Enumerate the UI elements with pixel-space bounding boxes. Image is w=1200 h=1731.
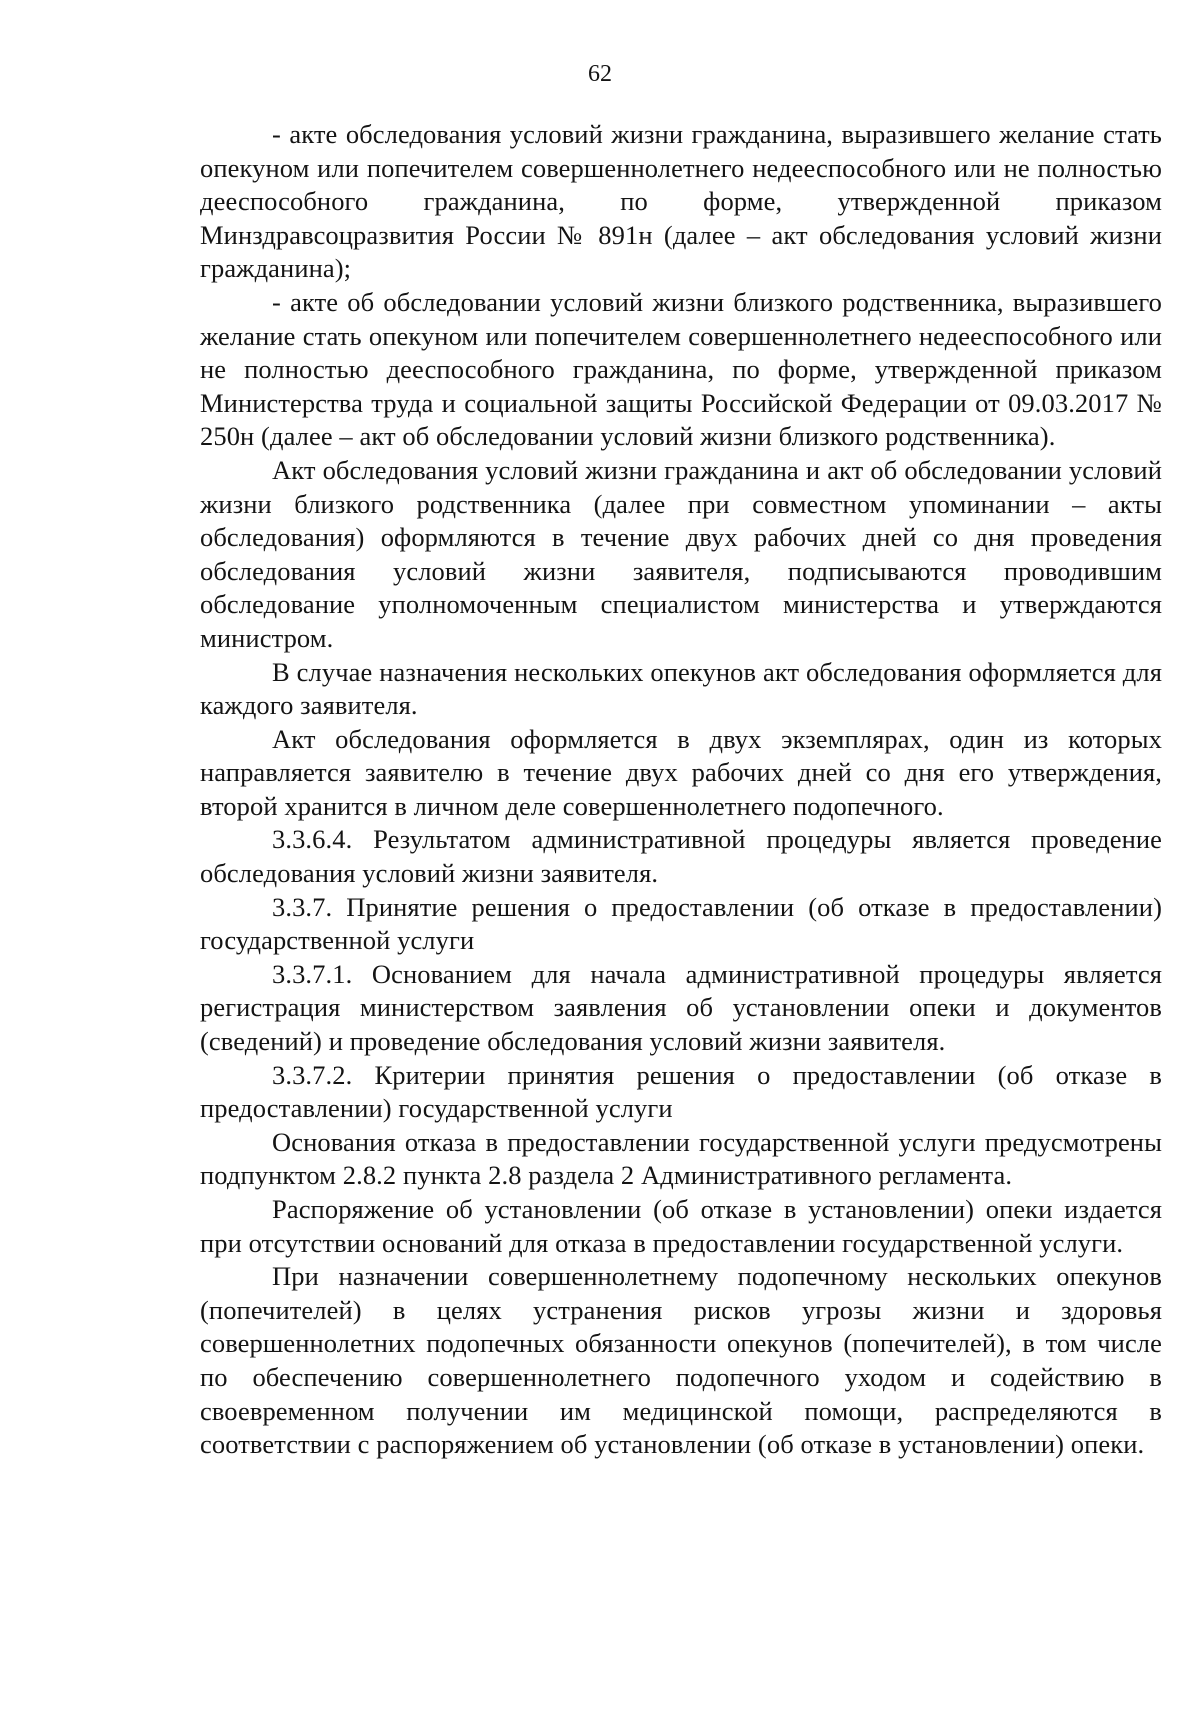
paragraph-3-3-7-2: 3.3.7.2. Критерии принятия решения о предоставлении (об отказе в предоставлении) государственной услуги [200, 1059, 1162, 1124]
paragraph-refusal-grounds: Основания отказа в предоставлении государственной услуги предусмотрены подпунктом 2.8.2 пункта 2.8 раздела 2 Административного регламента. [200, 1126, 1162, 1191]
paragraph-act-citizen: - акте обследования условий жизни гражданина, выразившего желание стать опекуном или попечителем совершеннолетнего недееспособного или не полностью дееспособного гражданина, по форме, утвержденной приказом Минздравсоцразвития России № 891н (далее – акт обследования условий жизни гражданина); [200, 119, 1162, 284]
paragraph-3-3-6-4: 3.3.6.4. Результатом административной процедуры является проведение обследования условий жизни заявителя. [200, 824, 1162, 889]
paragraph-3-3-7-1: 3.3.7.1. Основанием для начала административной процедуры является регистрация министерством заявления об установлении опеки и документов (сведений) и проведение обследования условий жизни заявителя. [200, 958, 1162, 1057]
document-body [200, 118, 1162, 1462]
paragraph-act-relative: - акте об обследовании условий жизни близкого родственника, выразившего желание стать опекуном или попечителем совершеннолетнего недееспособного или не полностью дееспособного гражданина, по форме, утвержденной приказом Министерства труда и социальной защиты Российской Федерации от 09.03.2017 № 250н (далее – акт об обследовании условий жизни близкого родственника). [200, 286, 1162, 452]
paragraph-acts-issued: Акт обследования условий жизни гражданина и акт об обследовании условий жизни близкого родственника (далее при совместном упоминании – акты обследования) оформляются в течение двух рабочих дней со дня проведения обследования условий жизни заявителя, подписываются проводившим обследование уполномоченным специалистом министерства и утверждаются министром. [200, 454, 1162, 653]
paragraph-order-issued: Распоряжение об установлении (об отказе в установлении) опеки издается при отсутствии оснований для отказа в предоставлении государственной услуги. [200, 1194, 1162, 1258]
paragraph-two-copies: Акт обследования оформляется в двух экземплярах, один из которых направляется заявителю в течение двух рабочих дней со дня его утверждения, второй хранится в личном деле совершеннолетнего подопечного. [200, 723, 1162, 821]
paragraph-3-3-7: 3.3.7. Принятие решения о предоставлении (об отказе в предоставлении) государственной услуги [200, 891, 1162, 956]
page-number: 62 [588, 61, 612, 87]
paragraph-several-guardians-duties: При назначении совершеннолетнему подопечному нескольких опекунов (попечителей) в целях устранения рисков угрозы жизни и здоровья совершеннолетних подопечных обязанности опекунов (попечителей), в том числе по обеспечению совершеннолетнего подопечного уходом и содействию в своевременном получении им медицинской помощи, распределяются в соответствии с распоряжением об установлении (об отказе в установлении) опеки. [200, 1261, 1162, 1460]
paragraph-several-guardians: В случае назначения нескольких опекунов акт обследования оформляется для каждого заявителя. [200, 656, 1162, 721]
